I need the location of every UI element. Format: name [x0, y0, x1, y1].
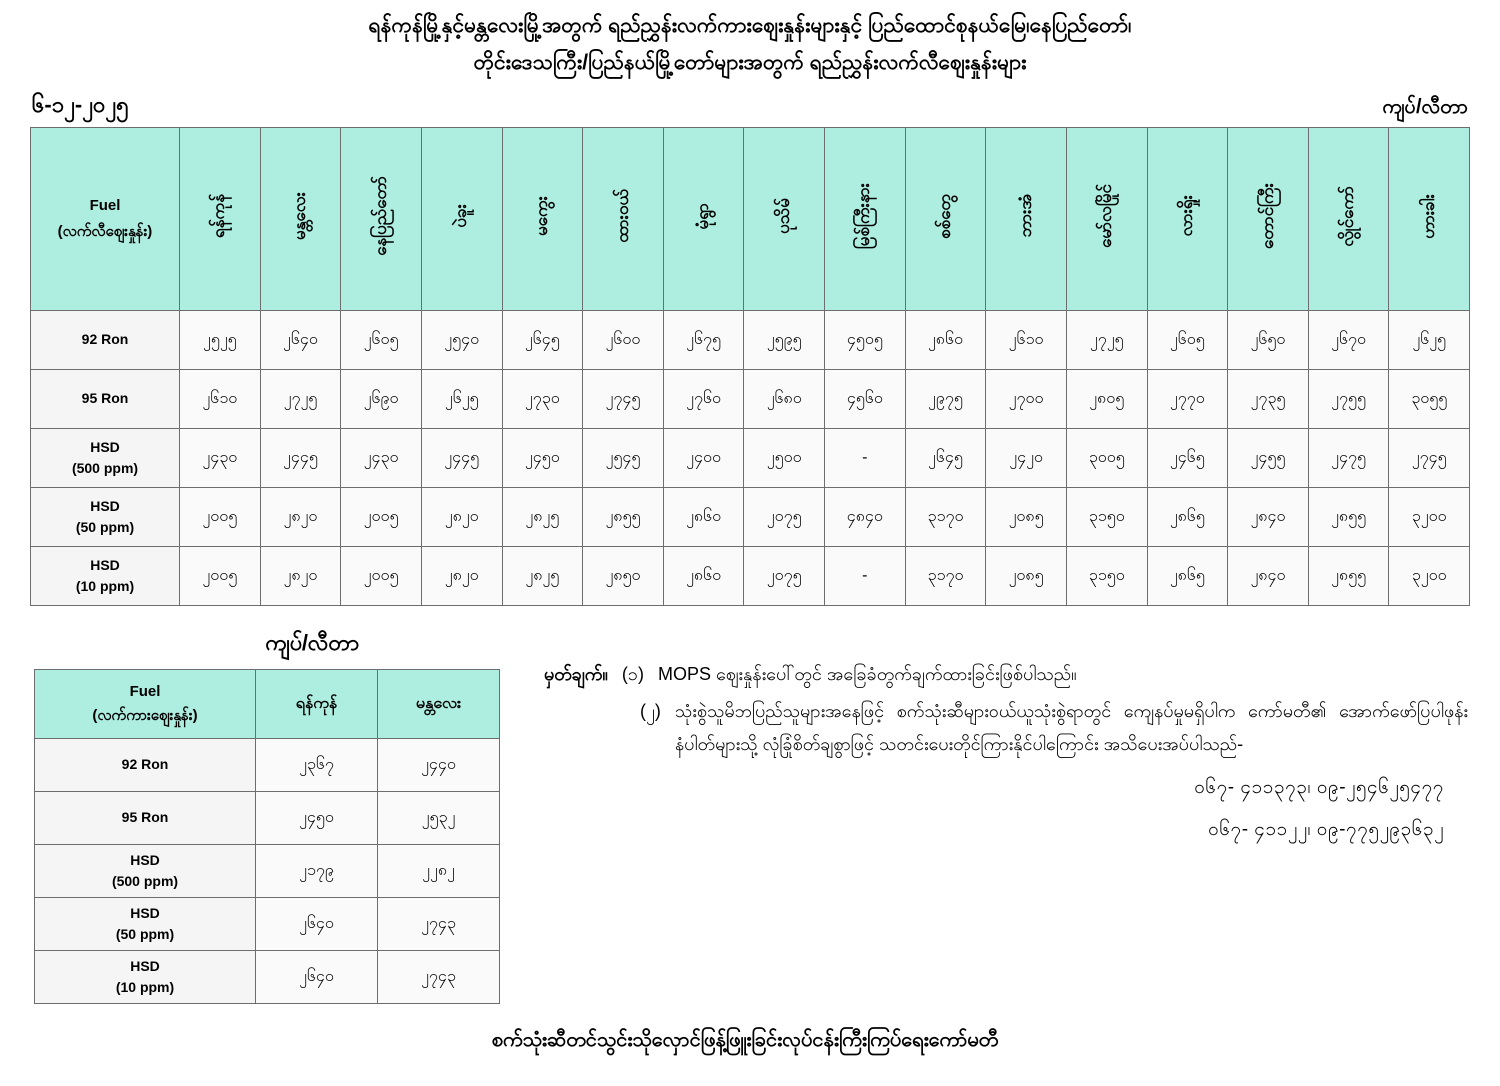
- cell-4-1: ၂၈၂၀: [260, 546, 341, 605]
- cell-1-13: ၂၇၃၅: [1228, 369, 1309, 428]
- cell-0-4: ၂၆၄၅: [502, 310, 583, 369]
- cell-1-10: ၂၇၀၀: [986, 369, 1067, 428]
- cell-3-14: ၂၈၅၅: [1308, 487, 1389, 546]
- row-label-line-1: HSD: [90, 438, 120, 455]
- cell-2-5: ၂၅၄၅: [583, 428, 664, 487]
- cell-2-12: ၂၄၆၅: [1147, 428, 1228, 487]
- row-label-2: [31, 428, 180, 487]
- city-label: မန္တလေး: [290, 192, 310, 240]
- cell-3-4: ၂၈၂၅: [502, 487, 583, 546]
- cell-1-4: ၂၇၃၀: [502, 369, 583, 428]
- cell-0-11: ၂၇၂၅: [1066, 310, 1147, 369]
- cell-4-12: ၂၈၆၅: [1147, 546, 1228, 605]
- cell-2-15: ၂၇၄၅: [1389, 428, 1470, 487]
- document-date: ၆-၁၂-၂၀၂၅: [32, 91, 129, 117]
- cell-1-9: ၂၉၇၅: [905, 369, 986, 428]
- table-row: [31, 369, 1470, 428]
- unit-label-small: ကျပ်/လီတာ: [264, 629, 360, 655]
- city-header-8: [825, 127, 906, 310]
- cell-2-13: ၂၄၅၅: [1228, 428, 1309, 487]
- fuel-header-line-1: Fuel: [129, 682, 161, 700]
- row-label-line-2: (50 ppm): [115, 925, 175, 942]
- cell-0-0: ၂၅၂၅: [180, 310, 261, 369]
- city-label: မကွေး: [531, 196, 551, 236]
- title-line-2: တိုင်းဒေသကြီး/ပြည်နယ်မြို့တော်များအတွက် ရည်ညွှန်းလက်လီဈေးနှုန်းများ: [473, 50, 1027, 74]
- wholesale-cell-3-1: ၂၇၄၃: [378, 897, 500, 950]
- city-label: ဘားအံ: [1015, 194, 1035, 238]
- cell-0-8: ၄၅၀၅: [825, 310, 906, 369]
- row-label-line-1: HSD: [130, 957, 160, 974]
- city-header-9: [905, 127, 986, 310]
- date-unit-row: [0, 82, 1500, 127]
- row-label-line-1: 92 Ron: [121, 756, 169, 772]
- wholesale-section: [32, 628, 502, 1004]
- wholesale-row-label-2: [35, 844, 256, 897]
- table-row: [31, 428, 1470, 487]
- notes-label: မှတ်ချက်။: [544, 663, 608, 684]
- wholesale-cell-1-0: ၂၄၅၀: [256, 791, 378, 844]
- row-label-line-1: 95 Ron: [121, 809, 169, 825]
- city-header-5: [583, 127, 664, 310]
- fuel-header-line-2: (လက်ကားဈေးနှုန်း): [92, 706, 198, 724]
- city-header-6: [663, 127, 744, 310]
- fuel-column-header-small: [35, 669, 256, 738]
- note-spacer: [544, 695, 640, 762]
- cell-4-15: ၃၂၀၀: [1389, 546, 1470, 605]
- row-label-0: [31, 310, 180, 369]
- city-label: ဟားခါး: [1418, 193, 1438, 239]
- city-header-1: [260, 127, 341, 310]
- row-label-line-2: (500 ppm): [71, 459, 139, 476]
- city-header-4: [502, 127, 583, 310]
- cell-2-8: -: [825, 428, 906, 487]
- cell-3-11: ၃၁၅၀: [1066, 487, 1147, 546]
- row-label-1: [31, 369, 180, 428]
- cell-4-2: ၂၀၀၅: [341, 546, 422, 605]
- cell-3-1: ၂၈၂၀: [260, 487, 341, 546]
- note-text-1: MOPS ဈေးနှုန်းပေါ်တွင် အခြေခံတွက်ချက်ထားခြင်းဖြစ်ပါသည်။: [657, 663, 1077, 684]
- cell-2-0: ၂၄၃၀: [180, 428, 261, 487]
- city-header-2: [341, 127, 422, 310]
- note-item-2: [544, 695, 1468, 762]
- table-row: [35, 791, 500, 844]
- cell-1-3: ၂၆၂၅: [421, 369, 502, 428]
- cell-4-13: ၂၈၄၀: [1228, 546, 1309, 605]
- cell-0-6: ၂၆၇၅: [663, 310, 744, 369]
- cell-1-15: ၃၀၅၅: [1389, 369, 1470, 428]
- note-item-1: [544, 658, 1468, 691]
- cell-4-5: ၂၈၅၀: [583, 546, 664, 605]
- row-label-line-1: 95 Ron: [81, 390, 129, 406]
- cell-0-3: ၂၅၄၀: [421, 310, 502, 369]
- wholesale-cell-2-1: ၂၂၈၂: [378, 844, 500, 897]
- row-label-line-2: (50 ppm): [75, 518, 135, 535]
- cell-0-12: ၂၆၀၅: [1147, 310, 1228, 369]
- table-row: [35, 738, 500, 791]
- wholesale-cell-1-1: ၂၅၃၂: [378, 791, 500, 844]
- issuing-organization: စက်သုံးဆီတင်သွင်းသိုလှောင်ဖြန့်ဖြူးခြင်းလုပ်ငန်းကြီးကြပ်ရေးကော်မတီ: [491, 1028, 999, 1051]
- cell-4-0: ၂၀၀၅: [180, 546, 261, 605]
- row-label-4: [31, 546, 180, 605]
- cell-0-13: ၂၆၅၀: [1228, 310, 1309, 369]
- city-label: မော်လမြိုင်: [1096, 184, 1116, 248]
- city-header-15: [1389, 127, 1470, 310]
- cell-1-1: ၂၇၂၅: [260, 369, 341, 428]
- city-label: တောင်ကြီး: [1257, 182, 1277, 249]
- lower-section: [0, 628, 1500, 1004]
- city-header-13: [1228, 127, 1309, 310]
- cell-1-0: ၂၆၁၀: [180, 369, 261, 428]
- cell-4-4: ၂၈၂၅: [502, 546, 583, 605]
- wholesale-cell-0-1: ၂၄၄၀: [378, 738, 500, 791]
- cell-0-7: ၂၅၉၅: [744, 310, 825, 369]
- wholesale-cell-4-0: ၂၆၄၀: [256, 950, 378, 1003]
- wholesale-cell-4-1: ၂၇၄၃: [378, 950, 500, 1003]
- wholesale-cell-2-0: ၂၁၇၉: [256, 844, 378, 897]
- cell-4-14: ၂၈၅၅: [1308, 546, 1389, 605]
- notes-section: [502, 628, 1468, 846]
- city-header-11: [1066, 127, 1147, 310]
- city-label: ပဲခူး: [451, 204, 471, 228]
- cell-3-0: ၂၀၀၅: [180, 487, 261, 546]
- cell-2-7: ၂၅၀၀: [744, 428, 825, 487]
- city-header-0: [180, 127, 261, 310]
- cell-0-1: ၂၆၄၀: [260, 310, 341, 369]
- wholesale-price-table: [34, 669, 500, 1004]
- fuel-header-line-1: Fuel: [89, 197, 121, 214]
- cell-1-7: ၂၆၈၀: [744, 369, 825, 428]
- row-label-line-1: 92 Ron: [81, 331, 129, 347]
- cell-3-5: ၂၈၅၅: [583, 487, 664, 546]
- city-label: လွိုင်ကော်: [1338, 185, 1358, 247]
- city-label: နေပြည်တော်: [370, 176, 390, 256]
- city-label: ပုသိမ်: [773, 198, 793, 234]
- wholesale-cell-3-0: ၂၆၄၀: [256, 897, 378, 950]
- cell-3-3: ၂၈၂၀: [421, 487, 502, 546]
- wholesale-row-label-0: [35, 738, 256, 791]
- wholesale-cell-0-0: ၂၃၆၇: [256, 738, 378, 791]
- row-label-line-2: (500 ppm): [111, 872, 179, 889]
- cell-4-10: ၂၀၈၅: [986, 546, 1067, 605]
- city-header-3: [421, 127, 502, 310]
- cell-0-5: ၂၆၀၀: [583, 310, 664, 369]
- row-label-line-1: HSD: [90, 556, 120, 573]
- cell-3-7: ၂၀၇၅: [744, 487, 825, 546]
- cell-2-10: ၂၄၂၀: [986, 428, 1067, 487]
- wholesale-row-label-3: [35, 897, 256, 950]
- cell-2-11: ၃၀၀၅: [1066, 428, 1147, 487]
- city-label: စစ်တွေ: [935, 193, 955, 239]
- cell-3-9: ၃၁၇၀: [905, 487, 986, 546]
- cell-1-2: ၂၆၉၀: [341, 369, 422, 428]
- cell-4-8: -: [825, 546, 906, 605]
- cell-0-14: ၂၆၇၀: [1308, 310, 1389, 369]
- cell-1-6: ၂၇၆၀: [663, 369, 744, 428]
- cell-2-2: ၂၄၃၀: [341, 428, 422, 487]
- city-label: ရန်ကုန်: [209, 194, 229, 238]
- unit-label-main: ကျပ်/လီတာ: [1382, 95, 1468, 118]
- table-row: [31, 546, 1470, 605]
- cell-1-11: ၂၈၀၅: [1066, 369, 1147, 428]
- cell-2-3: ၂၄၄၅: [421, 428, 502, 487]
- table-row: [35, 950, 500, 1003]
- header-row: [31, 127, 1470, 310]
- cell-2-4: ၂၄၅၀: [502, 428, 583, 487]
- cell-4-6: ၂၈၆၀: [663, 546, 744, 605]
- cell-4-9: ၃၁၇၀: [905, 546, 986, 605]
- cell-2-1: ၂၄၄၅: [260, 428, 341, 487]
- contact-phone-line-2: ၀၆၇- ၄၁၁၂၂၊ ၀၉-၇၇၅၂၉၃၆၃၂: [1208, 819, 1444, 841]
- note-text-2: သုံးစွဲသူမိဘပြည်သူများအနေဖြင့် စက်သုံးဆီများဝယ်ယူသုံးစွဲရာတွင် ကျေနပ်မှုမရှိပါက ကော်မတီ၏ အောက်ဖော်ပြပါဖုန်းနံပါတ်များသို့ လုံခြုံစိတ်ချစွာဖြင့် သတင်းပေးတိုင်ကြားနိုင်ပါကြောင်း အသိပေးအပ်ပါသည်-: [674, 700, 1468, 755]
- city-label: ထားဝယ်: [612, 189, 632, 243]
- city-header-12: [1147, 127, 1228, 310]
- table-row: [35, 897, 500, 950]
- cell-3-10: ၂၀၈၅: [986, 487, 1067, 546]
- cell-4-3: ၂၈၂၀: [421, 546, 502, 605]
- retail-table-header: [31, 127, 1470, 310]
- note-number-2: (၂): [640, 700, 661, 721]
- city-header-14: [1308, 127, 1389, 310]
- header-row: [35, 669, 500, 738]
- cell-0-15: ၂၆၂၅: [1389, 310, 1470, 369]
- row-label-line-2: (10 ppm): [115, 978, 175, 995]
- cell-1-12: ၂၇၇၀: [1147, 369, 1228, 428]
- title-line-1: ရန်ကုန်မြို့နှင့်မန္တလေးမြို့အတွက် ရည်ညွှန်းလက်ကားဈေးနှုန်းများနှင့် ပြည်ထောင်စုနယ်မြေ၊နေပြည်တော်၊: [368, 14, 1132, 37]
- wholesale-table-header: [35, 669, 500, 738]
- cell-0-2: ၂၆၀၅: [341, 310, 422, 369]
- cell-1-14: ၂၇၅၅: [1308, 369, 1389, 428]
- wholesale-table-body: [35, 738, 500, 1003]
- contact-phone-line-1: ၀၆၇- ၄၁၁၃၇၃၊ ၀၉-၂၅၄၆၂၅၄၇၇: [1194, 777, 1444, 799]
- cell-3-13: ၂၈၄၀: [1228, 487, 1309, 546]
- wholesale-row-label-1: [35, 791, 256, 844]
- wholesale-city-header-0: ရန်ကုန်: [256, 669, 378, 738]
- row-label-line-1: HSD: [90, 497, 120, 514]
- city-label: မုံရွာ: [693, 202, 713, 230]
- row-label-3: [31, 487, 180, 546]
- cell-2-14: ၂၄၇၅: [1308, 428, 1389, 487]
- fuel-column-header: [31, 127, 180, 310]
- cell-3-6: ၂၈၆၀: [663, 487, 744, 546]
- cell-2-6: ၂၄၀၀: [663, 428, 744, 487]
- city-label: မြစ်ကြီးနား: [854, 182, 874, 250]
- row-label-line-1: HSD: [130, 851, 160, 868]
- row-label-line-2: (10 ppm): [75, 577, 135, 594]
- cell-3-12: ၂၈၆၅: [1147, 487, 1228, 546]
- table-row: [31, 487, 1470, 546]
- retail-price-table: [30, 127, 1470, 606]
- cell-3-8: ၄၈၄၀: [825, 487, 906, 546]
- cell-4-11: ၃၁၅၀: [1066, 546, 1147, 605]
- cell-2-9: ၂၆၄၅: [905, 428, 986, 487]
- cell-3-15: ၃၂၀၀: [1389, 487, 1470, 546]
- city-header-10: [986, 127, 1067, 310]
- cell-3-2: ၂၀၀၅: [341, 487, 422, 546]
- cell-0-9: ၂၈၆၀: [905, 310, 986, 369]
- wholesale-row-label-4: [35, 950, 256, 1003]
- table-row: [35, 844, 500, 897]
- city-header-7: [744, 127, 825, 310]
- cell-0-10: ၂၆၁၀: [986, 310, 1067, 369]
- cell-1-5: ၂၇၄၅: [583, 369, 664, 428]
- city-label: လားရှိုး: [1176, 195, 1196, 237]
- table-row: [31, 310, 1470, 369]
- cell-1-8: ၄၅၆၀: [825, 369, 906, 428]
- cell-4-7: ၂၀၇၅: [744, 546, 825, 605]
- wholesale-city-header-1: မန္တလေး: [378, 669, 500, 738]
- row-label-line-1: HSD: [130, 904, 160, 921]
- note-number-1: (၁): [621, 663, 644, 684]
- retail-table-body: [31, 310, 1470, 605]
- document-title: [0, 0, 1500, 82]
- fuel-header-line-2: (လက်လီဈေးနှုန်း): [57, 222, 153, 240]
